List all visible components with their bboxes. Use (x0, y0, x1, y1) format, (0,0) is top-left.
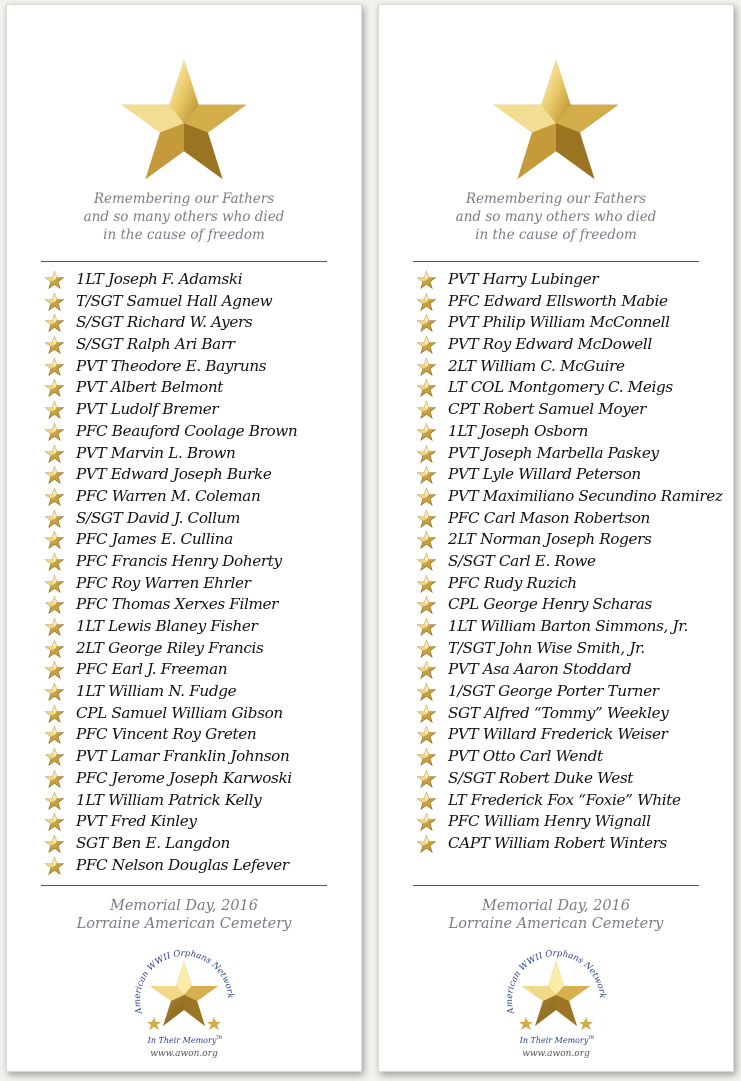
list-item (43, 573, 297, 595)
star-bullet-icon (45, 423, 64, 441)
name-text: PFC Jerome Joseph Karwoski (76, 768, 292, 787)
star-bullet-icon (45, 835, 64, 853)
list-item (415, 616, 723, 638)
list-item (43, 724, 297, 746)
star-bullet-icon (417, 748, 436, 766)
list-item (43, 269, 297, 291)
name-text: CPL Samuel William Gibson (76, 703, 283, 722)
name-text: SGT Alfred “Tommy” Weekley (448, 703, 669, 722)
star-bullet-icon (45, 293, 64, 311)
name-text: 1LT Lewis Blaney Fisher (76, 617, 258, 635)
star-bullet-icon (417, 640, 436, 658)
star-bullet-icon (417, 314, 436, 332)
name-text: 2LT William C. McGuire (448, 356, 625, 375)
name-text: PFC Warren M. Coleman (76, 486, 261, 505)
name-text: CAPT William Robert Winters (448, 833, 667, 852)
list-item (415, 594, 723, 616)
name-text: PVT Marvin L. Brown (76, 443, 236, 462)
names-list (43, 269, 297, 876)
logo-bottom-text: In Their Memory (147, 1036, 217, 1045)
star-bullet-icon (45, 401, 64, 419)
divider (41, 261, 327, 262)
name-text: PFC Francis Henry Doherty (76, 551, 282, 570)
star-bullet-icon (45, 857, 64, 875)
list-item (43, 659, 297, 681)
footer-line: Memorial Day, 2016 (481, 898, 631, 914)
website-url: www.awon.org (150, 1049, 218, 1059)
name-text: 1LT William Barton Simmons, Jr. (448, 617, 688, 635)
name-text: PVT Albert Belmont (76, 378, 224, 397)
footer-line: Memorial Day, 2016 (109, 898, 259, 914)
name-text: PFC Edward Ellsworth Mabie (448, 291, 668, 310)
footer (7, 897, 361, 933)
list-item (43, 703, 297, 725)
name-text: PFC Vincent Roy Greten (76, 725, 257, 744)
awon-logo (124, 943, 244, 1047)
logo-arc-text: American WWII Orphans Network (132, 948, 236, 1015)
star-bullet-icon (45, 683, 64, 701)
awon-logo (496, 943, 616, 1047)
star-bullet-icon (417, 835, 436, 853)
star-bullet-icon (417, 423, 436, 441)
gold-star-icon (117, 57, 251, 183)
star-bullet-icon (417, 445, 436, 463)
name-text: PVT Willard Frederick Weiser (448, 725, 668, 744)
trademark: TM (588, 1035, 594, 1040)
star-bullet-icon (45, 488, 64, 506)
footer-line: Lorraine American Cemetery (76, 916, 292, 932)
list-item (43, 681, 297, 703)
name-text: T/SGT Samuel Hall Agnew (76, 291, 273, 310)
list-item (43, 811, 297, 833)
list-item (43, 377, 297, 399)
name-text: PFC Rudy Ruzich (448, 573, 577, 592)
list-item (415, 746, 723, 768)
list-item (415, 334, 723, 356)
star-bullet-icon (45, 640, 64, 658)
divider (413, 885, 699, 886)
name-text: PFC Thomas Xerxes Filmer (76, 595, 279, 614)
name-text: PVT Ludolf Bremer (76, 400, 219, 419)
list-item (415, 443, 723, 465)
star-bullet-icon (45, 575, 64, 593)
name-text: PFC Nelson Douglas Lefever (76, 855, 289, 874)
list-item (43, 529, 297, 551)
name-text: PVT Asa Aaron Stoddard (448, 660, 632, 679)
divider (413, 261, 699, 262)
name-text: PVT Joseph Marbella Paskey (448, 443, 659, 462)
list-item (43, 486, 297, 508)
list-item (43, 790, 297, 812)
star-bullet-icon (417, 770, 436, 788)
trademark: TM (216, 1035, 222, 1040)
star-bullet-icon (417, 596, 436, 614)
name-text: PVT Otto Carl Wendt (448, 747, 603, 766)
star-bullet-icon (45, 379, 64, 397)
list-item (415, 724, 723, 746)
name-text: PVT Fred Kinley (76, 812, 197, 831)
star-bullet-icon (45, 445, 64, 463)
star-bullet-icon (45, 813, 64, 831)
footer (379, 897, 733, 933)
list-item (415, 464, 723, 486)
footer-line: Lorraine American Cemetery (448, 916, 664, 932)
list-item (43, 443, 297, 465)
name-text: PFC Beauford Coolage Brown (76, 421, 298, 440)
logo-bottom-text: In Their Memory (519, 1036, 589, 1045)
list-item (415, 638, 723, 660)
name-text: PVT Lamar Franklin Johnson (76, 747, 290, 766)
star-bullet-icon (417, 683, 436, 701)
list-item (415, 291, 723, 313)
name-text: S/SGT Robert Duke West (448, 768, 634, 787)
star-bullet-icon (45, 271, 64, 289)
list-item (415, 703, 723, 725)
list-item (415, 768, 723, 790)
gold-star-icon (489, 57, 623, 183)
star-bullet-icon (417, 726, 436, 744)
list-item (415, 508, 723, 530)
name-text: PFC William Henry Wignall (448, 812, 651, 831)
star-bullet-icon (417, 401, 436, 419)
star-bullet-icon (417, 488, 436, 506)
star-bullet-icon (45, 553, 64, 571)
star-bullet-icon (45, 596, 64, 614)
name-text: PFC Earl J. Freeman (76, 660, 228, 679)
divider (41, 885, 327, 886)
name-text: PVT Maximiliano Secundino Ramirez (448, 486, 723, 505)
name-text: PFC Roy Warren Ehrler (76, 573, 251, 592)
name-text: S/SGT Carl E. Rowe (448, 551, 596, 570)
star-bullet-icon (417, 575, 436, 593)
list-item (415, 811, 723, 833)
list-item (415, 833, 723, 855)
star-bullet-icon (417, 661, 436, 679)
list-item (415, 269, 723, 291)
star-bullet-icon (417, 293, 436, 311)
list-item (415, 486, 723, 508)
list-item (415, 377, 723, 399)
list-item (43, 291, 297, 313)
name-text: PFC James E. Cullina (76, 530, 233, 549)
list-item (43, 768, 297, 790)
star-bullet-icon (417, 379, 436, 397)
star-bullet-icon (45, 726, 64, 744)
list-item (415, 551, 723, 573)
name-text: 1LT Joseph Osborn (448, 421, 589, 440)
star-bullet-icon (417, 358, 436, 376)
name-text: PVT Lyle Willard Peterson (448, 465, 641, 484)
name-text: 1/SGT George Porter Turner (448, 682, 659, 701)
list-item (43, 551, 297, 573)
star-bullet-icon (417, 336, 436, 354)
star-bullet-icon (417, 813, 436, 831)
list-item (43, 616, 297, 638)
name-text: 1LT William Patrick Kelly (76, 790, 262, 809)
list-item (415, 312, 723, 334)
star-bullet-icon (45, 792, 64, 810)
star-bullet-icon (45, 510, 64, 528)
list-item (43, 421, 297, 443)
star-bullet-icon (417, 271, 436, 289)
name-text: S/SGT Ralph Ari Barr (76, 335, 235, 354)
star-bullet-icon (45, 314, 64, 332)
list-item (43, 638, 297, 660)
bookmark-card-right (378, 4, 734, 1072)
name-text: T/SGT John Wise Smith, Jr. (448, 638, 645, 657)
star-bullet-icon (45, 358, 64, 376)
star-bullet-icon (417, 705, 436, 723)
name-text: 2LT Norman Joseph Rogers (448, 530, 652, 549)
star-bullet-icon (417, 618, 436, 636)
star-bullet-icon (45, 466, 64, 484)
name-text: 2LT George Riley Francis (76, 638, 264, 657)
list-item (415, 529, 723, 551)
list-item (415, 399, 723, 421)
tagline-line: Remembering our Fathers (465, 191, 647, 207)
list-item (415, 659, 723, 681)
name-text: PVT Harry Lubinger (448, 270, 599, 288)
bookmark-card-left (6, 4, 362, 1072)
tagline-line: in the cause of freedom (103, 227, 265, 243)
tagline-line: Remembering our Fathers (93, 191, 275, 207)
name-text: PVT Philip William McConnell (448, 313, 670, 332)
list-item (43, 833, 297, 855)
name-text: PVT Edward Joseph Burke (76, 465, 272, 484)
logo-arc-text: American WWII Orphans Network (504, 948, 608, 1015)
name-text: SGT Ben E. Langdon (76, 833, 230, 852)
list-item (43, 746, 297, 768)
star-bullet-icon (45, 336, 64, 354)
tagline-line: in the cause of freedom (475, 227, 637, 243)
star-bullet-icon (45, 618, 64, 636)
list-item (43, 399, 297, 421)
star-bullet-icon (45, 661, 64, 679)
tagline-line: and so many others who died (455, 209, 657, 225)
list-item (43, 334, 297, 356)
list-item (43, 464, 297, 486)
name-text: PVT Roy Edward McDowell (448, 335, 652, 354)
tagline (7, 190, 361, 244)
star-bullet-icon (417, 531, 436, 549)
star-bullet-icon (417, 510, 436, 528)
star-bullet-icon (45, 705, 64, 723)
star-bullet-icon (45, 531, 64, 549)
list-item (415, 790, 723, 812)
name-text: 1LT William N. Fudge (76, 682, 237, 701)
tagline-line: and so many others who died (83, 209, 285, 225)
list-item (415, 421, 723, 443)
star-bullet-icon (417, 792, 436, 810)
name-text: 1LT Joseph F. Adamski (76, 270, 243, 288)
name-text: PVT Theodore E. Bayruns (76, 356, 267, 375)
website-url: www.awon.org (522, 1049, 590, 1059)
name-text: LT COL Montgomery C. Meigs (448, 378, 673, 397)
list-item (415, 681, 723, 703)
star-bullet-icon (417, 553, 436, 571)
list-item (415, 356, 723, 378)
name-text: S/SGT Richard W. Ayers (76, 313, 253, 332)
names-list (415, 269, 723, 855)
tagline (379, 190, 733, 244)
name-text: CPT Robert Samuel Moyer (448, 400, 647, 419)
star-bullet-icon (45, 770, 64, 788)
list-item (43, 356, 297, 378)
list-item (415, 573, 723, 595)
list-item (43, 312, 297, 334)
list-item (43, 594, 297, 616)
name-text: LT Frederick Fox “Foxie” White (448, 790, 681, 809)
star-bullet-icon (417, 466, 436, 484)
star-bullet-icon (45, 748, 64, 766)
list-item (43, 508, 297, 530)
name-text: S/SGT David J. Collum (76, 508, 241, 527)
list-item (43, 855, 297, 877)
name-text: CPL George Henry Scharas (448, 595, 652, 614)
name-text: PFC Carl Mason Robertson (448, 508, 650, 527)
